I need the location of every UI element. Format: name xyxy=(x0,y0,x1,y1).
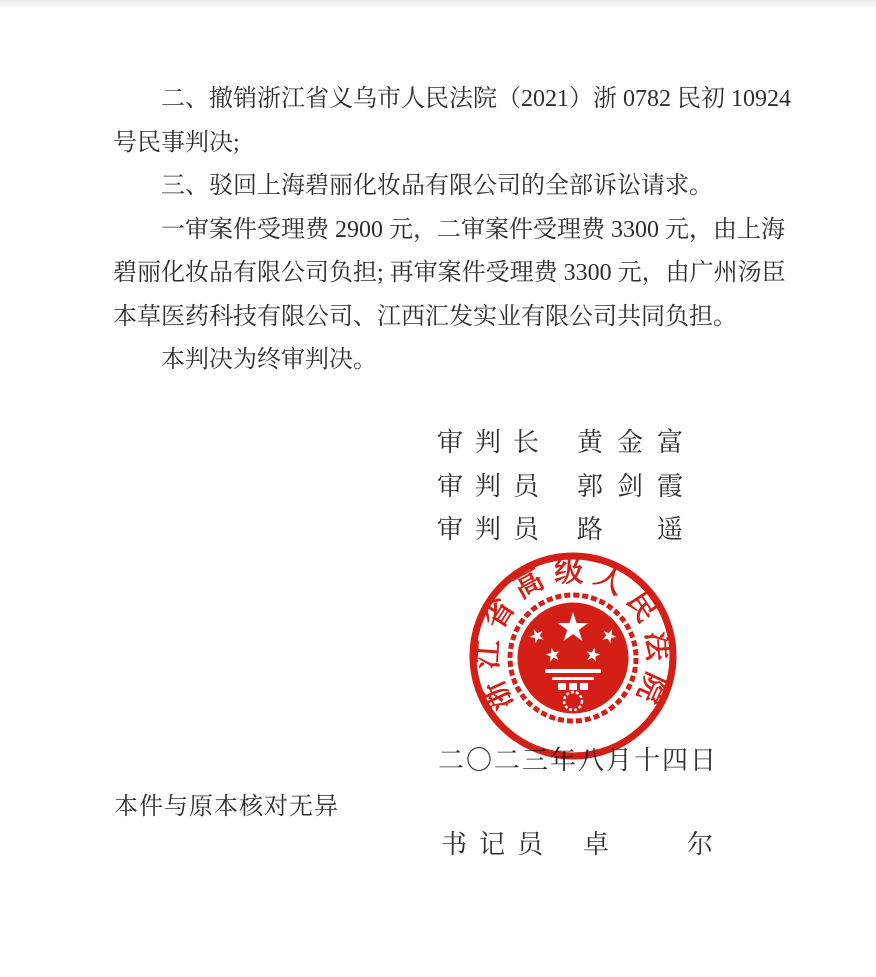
verification-note: 本件与原本核对无异 xyxy=(114,794,339,820)
judgment-date: 二〇二三年八月十四日 xyxy=(438,746,719,775)
seal-court-name: 浙江省高级人民法院 xyxy=(471,556,675,716)
presiding-judge-row xyxy=(437,421,697,465)
national-emblem-icon xyxy=(510,595,636,721)
judgment-body xyxy=(113,78,823,383)
clerk-signature-row xyxy=(441,824,739,861)
judge-row xyxy=(437,508,697,552)
judge-role-label: 审判员 xyxy=(437,471,552,501)
judge-role-label: 审判员 xyxy=(437,515,552,544)
body-line: 一审案件受理费 2900 元，二审案件受理费 3300 元，由上海 xyxy=(161,216,785,243)
judge-name: 路 遥 xyxy=(577,515,698,544)
clerk-name: 卓 尔 xyxy=(583,830,740,859)
clerk-role-label: 书记员 xyxy=(441,830,556,859)
body-line: 号民事判决; xyxy=(113,129,240,156)
judge-name: 郭剑霞 xyxy=(577,471,698,501)
judge-role-label: 审判长 xyxy=(437,428,552,457)
body-line: 本判决为终审判决。 xyxy=(161,347,377,373)
body-line: 二、撤销浙江省义乌市人民法院（2021）浙 0782 民初 10924 xyxy=(161,86,791,112)
court-seal-graphic xyxy=(466,549,680,763)
signature-block xyxy=(437,421,697,552)
judge-row xyxy=(437,465,697,509)
body-line: 三、驳回上海碧丽化妆品有限公司的全部诉讼请求。 xyxy=(161,173,713,199)
judge-name: 黄金富 xyxy=(577,428,698,457)
court-seal xyxy=(466,549,680,763)
body-line: 本草医药科技有限公司、江西汇发实业有限公司共同负担。 xyxy=(113,303,737,330)
body-line: 碧丽化妆品有限公司负担; 再审案件受理费 3300 元，由广州汤臣 xyxy=(113,260,786,286)
